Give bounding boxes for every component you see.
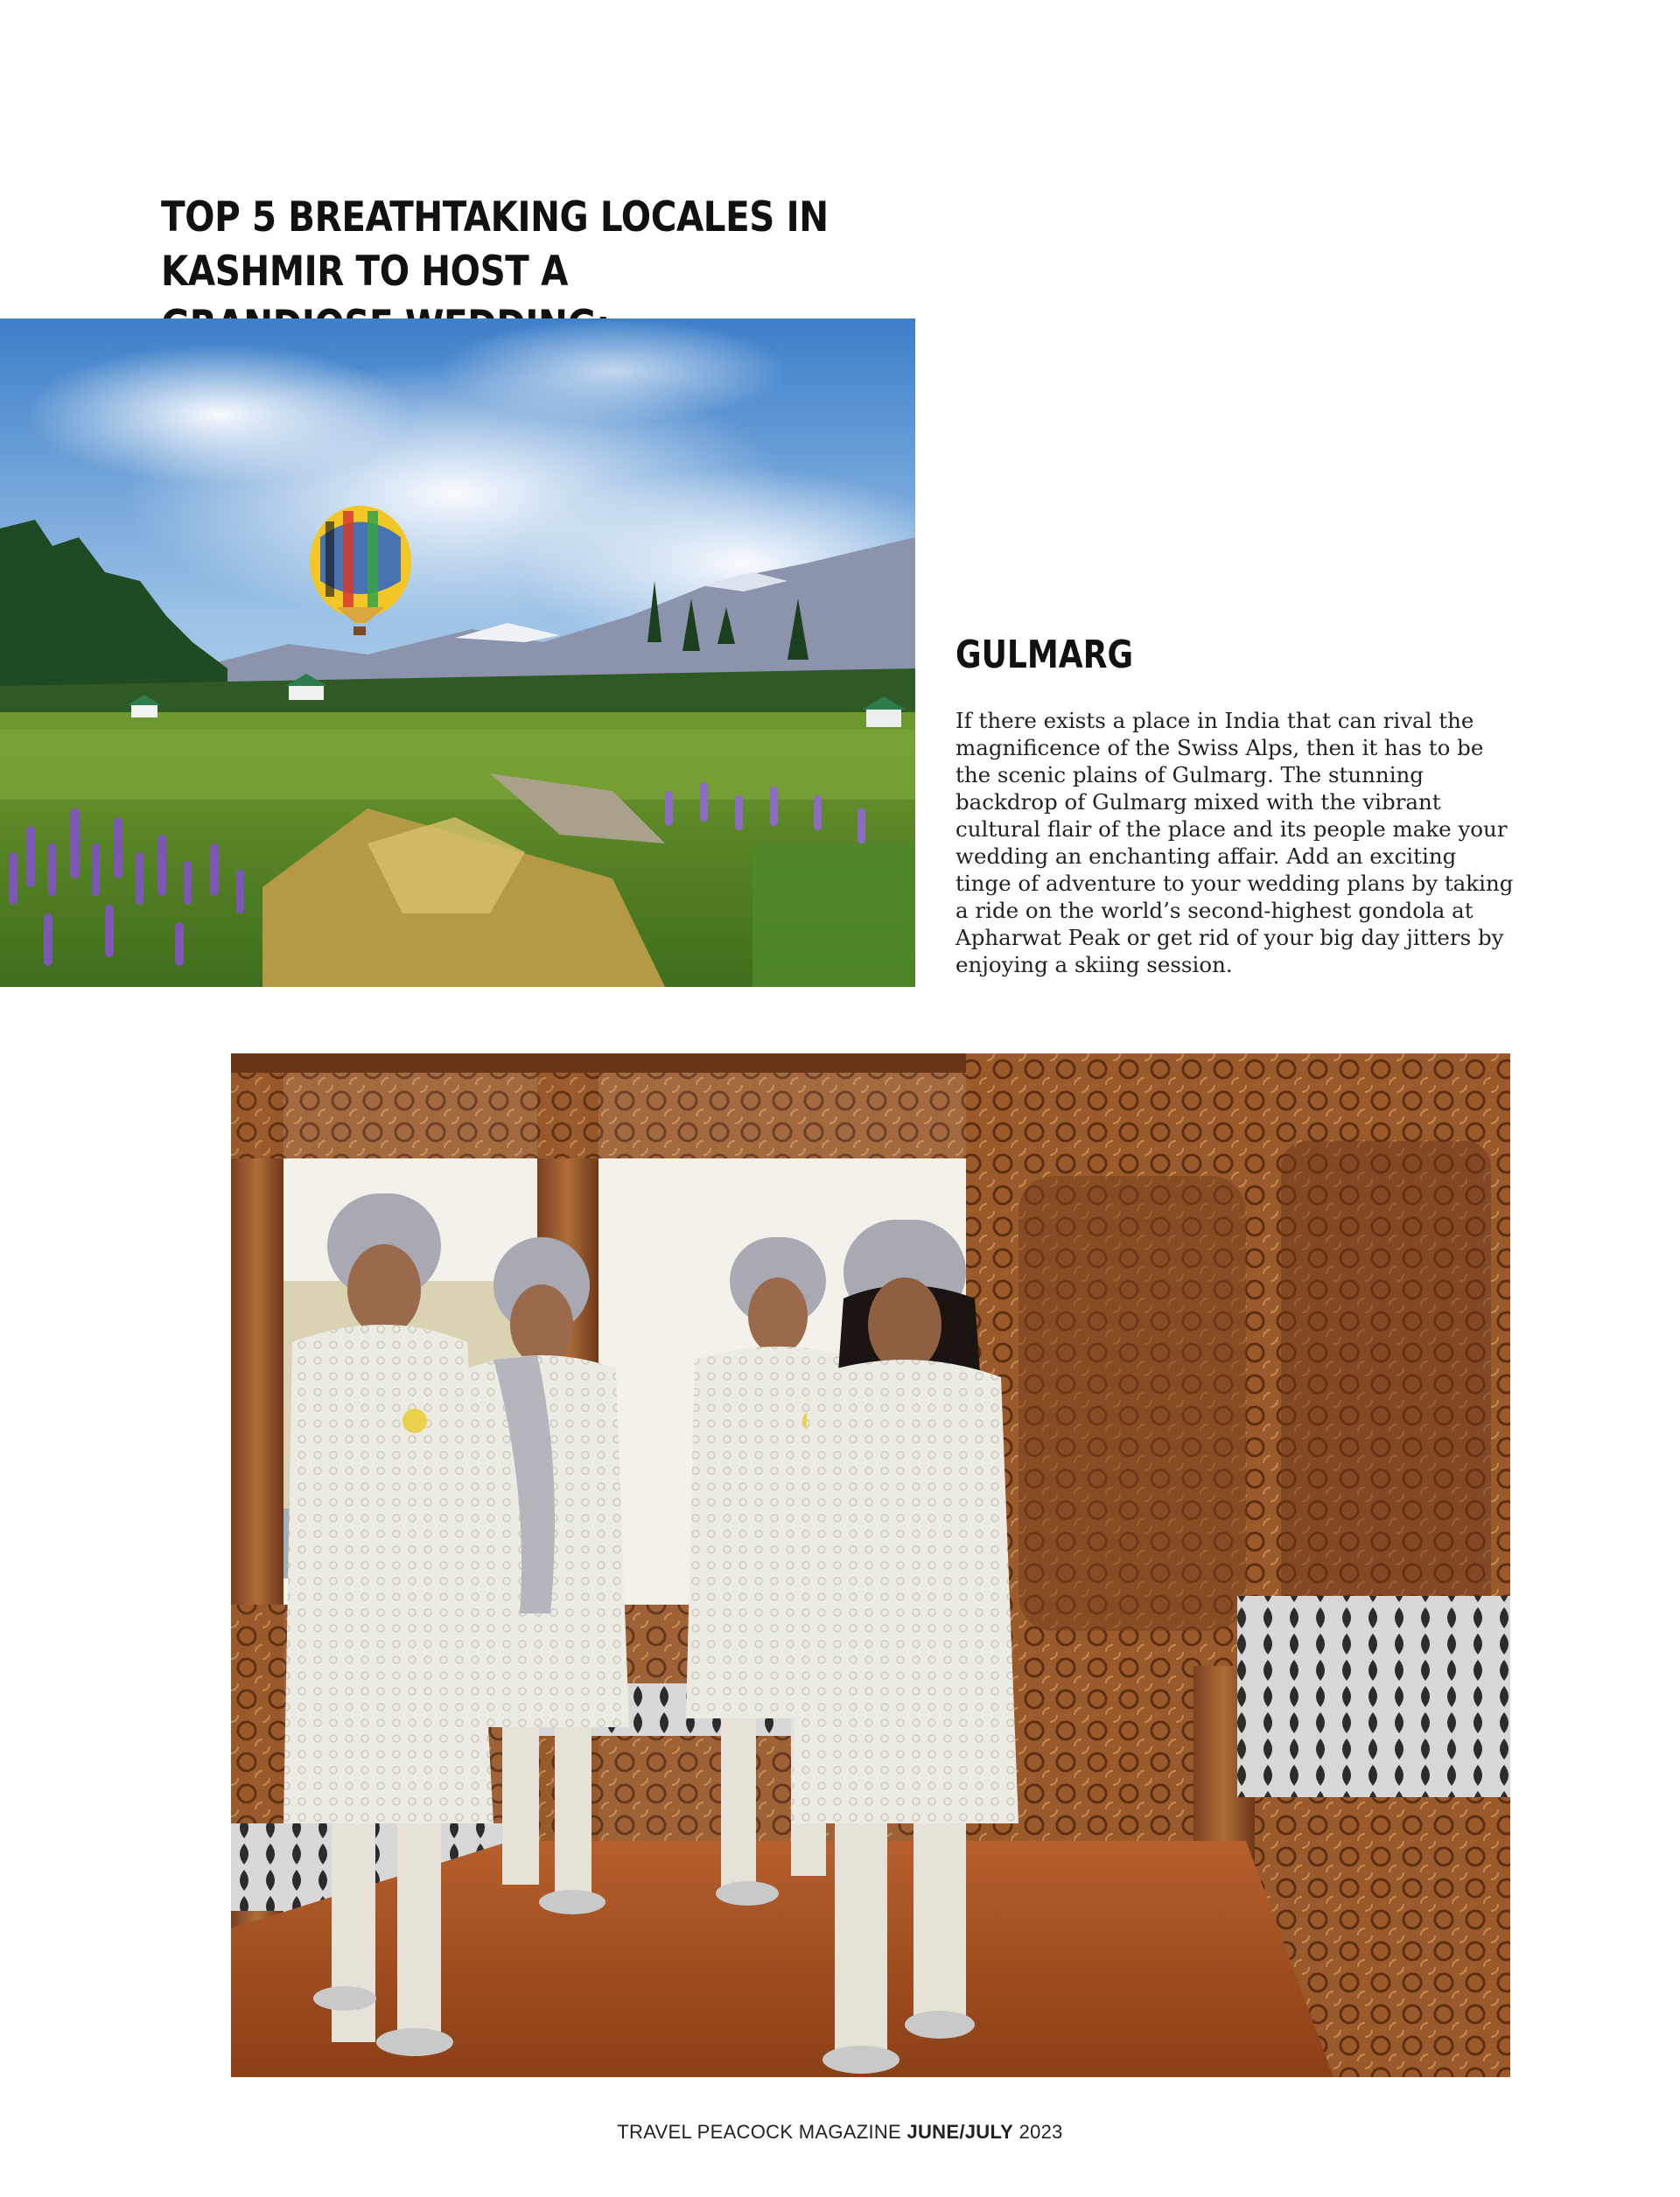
section-title: GULMARG [956, 633, 1134, 677]
gulmarg-landscape-photo [0, 318, 915, 987]
footer-issue: JUNE/JULY [906, 2121, 1014, 2143]
footer-year: 2023 [1013, 2121, 1063, 2143]
headline-line-1: TOP 5 BREATHTAKING LOCALES IN KASHMIR TO HOST A [161, 193, 829, 296]
page-footer [0, 2121, 1680, 2144]
footer-publication: TRAVEL PEACOCK MAGAZINE [617, 2121, 907, 2143]
groomsmen-fashion-photo [231, 1053, 1510, 2077]
section-body-text: If there exists a place in India that can rival the magnificence of the Swiss Alps, then it has to be the scenic plains of Gulmarg. The stunning backdrop of Gulmarg mixed with the vibrant cultural flair of the place and its people make your wedding an enchanting affair. Add an exciting tinge of adventure to your wedding plans by taking a ride on the world’s second-highest gondola at Apharwat Peak or get rid of your big day jitters by enjoying a skiing session. [956, 708, 1514, 977]
